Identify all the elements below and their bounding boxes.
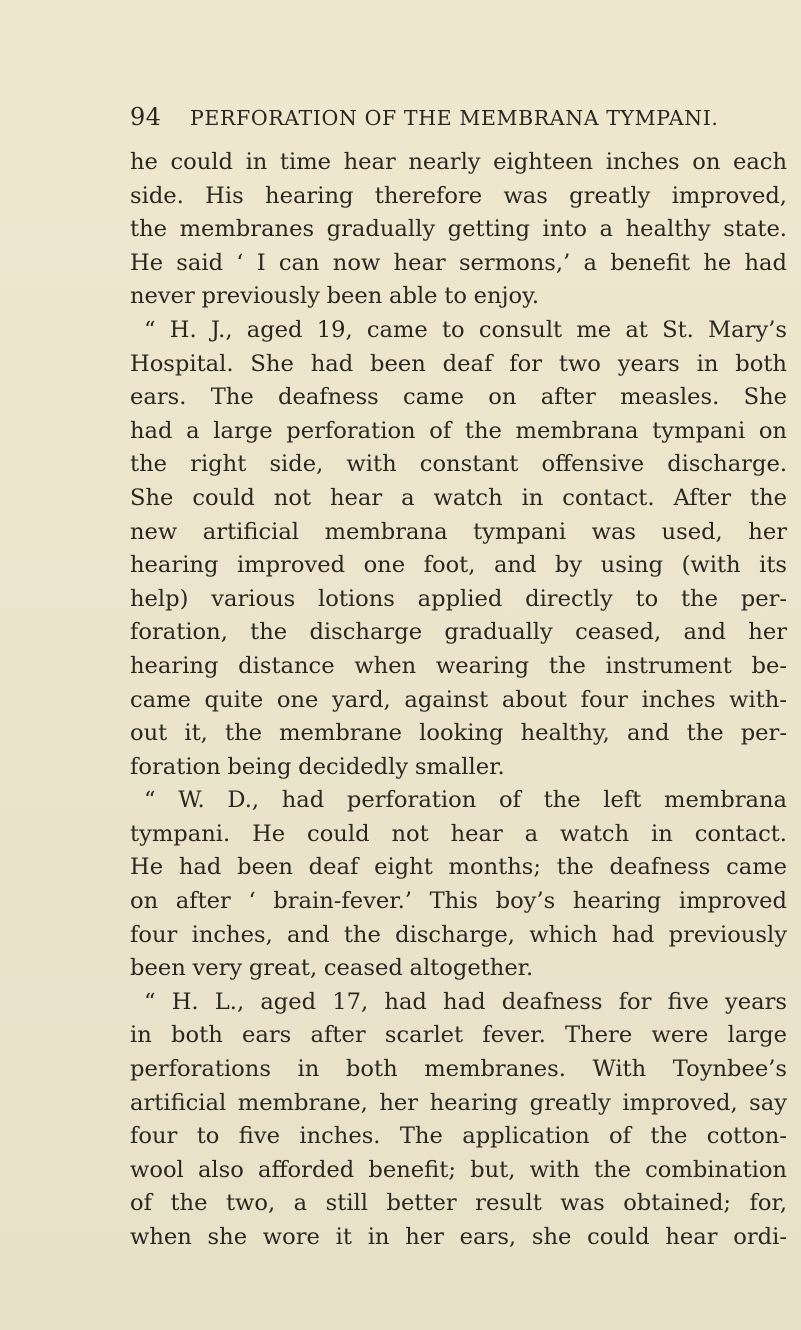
text-line: “ H. L., aged 17, had had deafness for five years <box>144 988 787 1015</box>
text-line: in both ears after scarlet fever. There were large <box>130 1022 787 1049</box>
text-line: been very great, ceased altogether. <box>130 955 534 982</box>
text-line: help) various lotions applied directly to the per- <box>130 585 787 612</box>
text-line: had a large perforation of the membrana tympani on <box>130 417 787 444</box>
text-line: never previously been able to enjoy. <box>130 283 540 310</box>
text-line: tympani. He could not hear a watch in contact. <box>130 820 787 847</box>
text-line: artificial membrane, her hearing greatly improved, say <box>130 1089 787 1116</box>
text-line: new artificial membrana tympani was used, her <box>130 518 787 545</box>
text-line: foration, the discharge gradually ceased, and her <box>130 619 787 646</box>
text-line: four to five inches. The application of the cotton- <box>130 1123 787 1150</box>
text-line: when she wore it in her ears, she could hear ordi- <box>130 1224 787 1250</box>
text-line: perforations in both membranes. With Toynbee’s <box>130 1056 787 1083</box>
running-header <box>130 103 770 137</box>
text-line: She could not hear a watch in contact. After the <box>130 484 787 511</box>
text-line: the membranes gradually getting into a healthy state. <box>130 216 787 243</box>
text-line: four inches, and the discharge, which had previously <box>130 921 787 948</box>
text-line: of the two, a still better result was obtained; for, <box>130 1190 787 1217</box>
text-line: ears. The deafness came on after measles. She <box>130 384 787 411</box>
body-text <box>130 146 787 1255</box>
text-line: “ W. D., had perforation of the left membrana <box>144 787 787 814</box>
text-line: side. His hearing therefore was greatly improved, <box>130 182 787 209</box>
text-line: hearing improved one foot, and by using (with its <box>130 552 787 579</box>
text-line: out it, the membrane looking healthy, and the per- <box>130 720 787 747</box>
running-head-title: PERFORATION OF THE MEMBRANA TYMPANI. <box>190 106 719 130</box>
text-line: foration being decidedly smaller. <box>130 753 505 780</box>
text-line: he could in time hear nearly eighteen inches on each <box>130 149 787 175</box>
page-number: 94 <box>130 103 162 131</box>
text-line: Hospital. She had been deaf for two years in both <box>130 350 787 377</box>
text-line: “ H. J., aged 19, came to consult me at St. Mary’s <box>144 316 787 343</box>
text-line: the right side, with constant offensive discharge. <box>130 451 787 478</box>
text-line: He had been deaf eight months; the deafness came <box>130 854 787 881</box>
text-line: He said ‘ I can now hear sermons,’ a benefit he had <box>130 249 787 276</box>
text-line: on after ‘ brain-fever.’ This boy’s hearing improved <box>130 888 787 915</box>
text-line: wool also afforded benefit; but, with the combination <box>130 1156 787 1183</box>
text-line: came quite one yard, against about four inches with- <box>130 686 787 713</box>
text-line: hearing distance when wearing the instrument be- <box>130 652 787 679</box>
